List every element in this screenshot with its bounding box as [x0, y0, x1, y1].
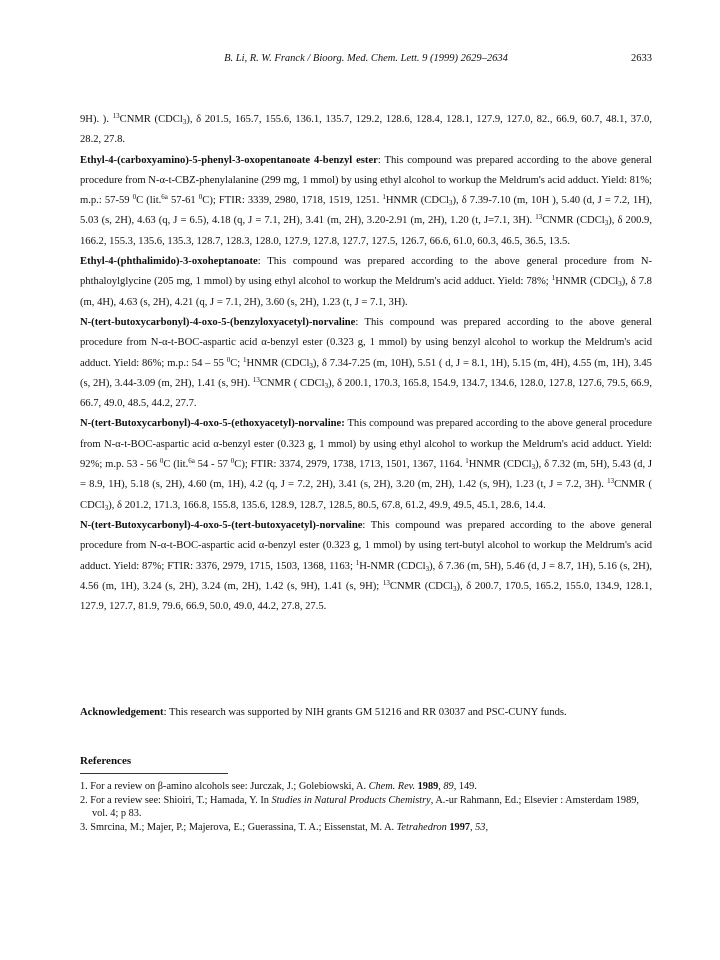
text-run: HNMR (CDCl — [555, 276, 619, 288]
compound-entry — [80, 252, 652, 313]
superscript: 13 — [382, 578, 390, 587]
superscript: 0 — [159, 457, 164, 466]
compound-entry — [80, 313, 652, 414]
text-run: : This compound was prepared according to the above general procedure from N-α-t-BOC-aspartic acid α-benzyl ester (0.323 g, 1 mmol) by using tert-butyl alcohol to workup the Meldrum's acid adduct. Yield: 87%; FTIR: 3376, 2979, 1715, 1503, 1368, 1163; — [80, 519, 652, 572]
page-number: 2633 — [631, 53, 652, 64]
text-run: 1. For a review on β-amino alcohols see: Jurczak, J.; Golebiowski, A. — [80, 781, 369, 792]
text-run: CNMR (CDCl — [542, 215, 605, 227]
subscript: 3 — [425, 564, 430, 573]
text-run: , 149. — [453, 781, 477, 792]
journal-name: Chem. Rev. — [368, 781, 416, 792]
subscript: 3 — [182, 118, 187, 126]
text-run: 57-61 — [167, 195, 199, 207]
text-run: ), δ 7.36 (m, 5H), 5.46 (d, J = 8.7, 1H), 5.16 (s, 2H), 4.56 (m, 1H), 3.24 (s, 2H), 3.24 (m, 2H), 1.42 (s, 9H), 1.41 (s, 9H); — [80, 560, 652, 592]
subscript: 3 — [604, 219, 609, 228]
text-run: , — [470, 821, 476, 833]
volume: 53 — [475, 821, 486, 833]
year: 1997 — [449, 821, 470, 833]
text-run: HNMR (CDCl — [468, 459, 532, 471]
text-run: HNMR (CDCl — [246, 357, 310, 369]
reference-item — [80, 780, 652, 794]
references-list — [80, 780, 652, 834]
text-run: C; — [230, 357, 244, 369]
text-run: , A.-ur Rahmann, Ed.; Elsevier : Amsterdam 1989, vol. 4; p 83. — [92, 794, 639, 819]
text-run: HNMR (CDCl — [385, 195, 449, 207]
text-run: CNMR ( CDCl — [259, 377, 325, 389]
superscript: 1 — [243, 355, 247, 364]
text-run: This compound was prepared according to the above general procedure from N-α-t-BOC-aspartic acid α-benzyl ester (0.323 g, 1 mmol) by using ethyl alcohol to workup the Meldrum's acid adduct. Yield: 92%; m.p. 53 - 56 — [80, 418, 652, 471]
superscript: 1 — [465, 457, 469, 466]
superscript: 13 — [535, 213, 543, 222]
text-run: CNMR (CDCl — [119, 114, 183, 125]
subscript: 3 — [452, 584, 457, 593]
volume: 89 — [443, 781, 454, 792]
text-run: 54 - 57 — [194, 459, 231, 471]
nmr-continuation — [80, 110, 652, 151]
text-run: ), δ 7.34-7.25 (m, 10H), 5.51 ( d, J = 8.1, 1H), 5.15 (m, 4H), 4.55 (m, 1H), 3.45 (s, 2H), 3.44-3.09 (m, 2H), 1.41 (s, 9H). — [80, 357, 652, 389]
running-head — [80, 53, 652, 71]
superscript: 0 — [198, 193, 203, 202]
subscript: 3 — [449, 199, 453, 208]
text-run: : This compound was prepared according to the above general procedure from N-α-t-BOC-aspartic acid α-benzyl ester (0.323 g, 1 mmol) by using benzyl alcohol to workup the Meldrum's acid adduct. Yield: 86%; m.p.: 54 – 55 — [80, 316, 652, 369]
compound-entry — [80, 151, 652, 252]
text-run: 9H). ). — [80, 114, 113, 125]
compound-title: N-(tert-Butoxycarbonyl)-4-oxo-5-(ethoxyacetyl)-norvaline: — [80, 418, 345, 430]
superscript: 1 — [382, 193, 386, 202]
references-heading: References — [80, 755, 132, 767]
text-run: CNMR (CDCl — [389, 580, 453, 592]
text-run: : This compound was prepared according to the above general procedure from N-phthaloylglycine (205 mg, 1 mmol) by using ethyl alcohol to workup the Meldrum's acid adduct. Yield: 78%; — [80, 256, 652, 288]
text-run: C); FTIR: 3339, 2980, 1718, 1519, 1251. — [202, 195, 383, 207]
compound-title: Ethyl-4-(phthalimido)-3-oxoheptanoate — [80, 256, 258, 268]
text-run: 3. Smrcina, M.; Majer, P.; Majerova, E.; Guerassina, T. A.; Eissenstat, M. A. — [80, 821, 397, 833]
subscript: 3 — [104, 503, 109, 512]
superscript: 13 — [112, 112, 120, 120]
text-run: , — [438, 781, 444, 792]
acknowledgement-text: : This research was supported by NIH grants GM 51216 and RR 03037 and PSC-CUNY funds. — [163, 707, 567, 718]
text-run: C (lit. — [163, 459, 189, 471]
reference-item — [80, 821, 652, 835]
superscript: 6a — [188, 457, 195, 466]
book-title: Studies in Natural Products Chemistry — [271, 794, 431, 806]
references-rule — [80, 773, 228, 774]
text-run: C); FTIR: 3374, 2979, 1738, 1713, 1501, 1367, 1164. — [234, 459, 466, 471]
experimental-section — [80, 110, 652, 617]
acknowledgement-section — [80, 705, 652, 720]
compound-title: N-(tert-Butoxycarbonyl)-4-oxo-5-(tert-butoxyacetyl)-norvaline — [80, 519, 363, 531]
superscript: 0 — [230, 457, 235, 466]
subscript: 3 — [618, 280, 622, 289]
text-run: ), δ 200.7, 170.5, 165.2, 155.0, 134.9, 128.1, 127.9, 127.7, 81.9, 79.6, 66.9, 50.0, 49.0, 44.2, 27.8, 27.5. — [80, 580, 652, 613]
superscript: 0 — [226, 355, 231, 364]
superscript: 1 — [551, 274, 556, 283]
text-run: ), δ 7.32 (m, 5H), 5.43 (d, J = 8.9, 1H), 5.18 (s, 2H), 4.60 (m, 1H), 4.2 (q, J = 7.2, 2H), 3.41 (s, 2H), 3.20 (m, 2H), 1.42 (s, 9H), 1.23 (t, J = 7.2, 3H). — [80, 459, 653, 491]
text-run: C (lit. — [136, 195, 162, 207]
text-run: CNMR ( CDCl — [80, 479, 652, 511]
acknowledgement-label: Acknowledgement — [80, 707, 164, 718]
text-run: H-NMR (CDCl — [359, 560, 426, 572]
text-run: ), δ 201.5, 165.7, 155.6, 136.1, 135.7, 129.2, 128.6, 128.4, 128.1, 127.9, 127.0, 82., 66.9, 60.7, 48.1, 37.0, 28.2, 27.8. — [80, 114, 652, 146]
superscript: 1 — [355, 558, 360, 567]
subscript: 3 — [531, 463, 536, 472]
compound-entry — [80, 414, 652, 515]
year: 1989 — [417, 781, 439, 792]
subscript: 3 — [324, 381, 329, 390]
text-run: : This compound was prepared according to the above general procedure from N-α-t-CBZ-phenylalanine (299 mg, 1 mmol) by using ethyl alcohol to workup the Meldrum's acid adduct. Yield: 81%; m.p.: 57-59 — [80, 154, 652, 207]
reference-item — [80, 794, 652, 821]
text-run: ), δ 200.1, 170.3, 165.8, 154.9, 134.7, 134.6, 128.0, 127.8, 127.6, 79.5, 66.9, 66.7, 49.0, 48.5, 44.2, 27.7. — [80, 377, 653, 410]
superscript: 13 — [252, 375, 260, 384]
text-run: , — [485, 821, 489, 833]
text-run: ), δ 7.39-7.10 (m, 10H ), 5.40 (d, J = 7.2, 1H), 5.03 (s, 2H), 4.63 (q, J = 6.5), 4.18 (q, J = 7.1, 2H), 3.41 (m, 2H), 3.20-2.91 (m, 2H), 1.20 (t, J=7.1, 3H). — [80, 195, 653, 227]
compound-title: N-(tert-butoxycarbonyl)-4-oxo-5-(benzyloxyacetyl)-norvaline — [80, 316, 356, 328]
subscript: 3 — [309, 361, 313, 370]
journal-citation: B. Li, R. W. Franck / Bioorg. Med. Chem. Lett. 9 (1999) 2629–2634 — [224, 53, 508, 64]
text-run: ), δ 200.9, 166.2, 155.3, 135.6, 135.3, 128.7, 128.3, 128.0, 127.9, 127.8, 127.7, 127.5, 126.7, 66.6, 61.0, 60.3, 46.5, 36.5, 13.5. — [80, 215, 653, 247]
journal-name: Tetrahedron — [396, 821, 447, 833]
text-run: ), δ 7.8 (m, 4H), 4.63 (s, 2H), 4.21 (q, J = 7.1, 2H), 3.60 (s, 2H), 1.23 (t, J = 7.1, 3H). — [80, 276, 652, 308]
superscript: 6a — [161, 193, 168, 202]
compound-title: Ethyl-4-(carboxyamino)-5-phenyl-3-oxopentanoate 4-benzyl ester — [80, 154, 378, 166]
superscript: 13 — [607, 477, 615, 486]
text-run: 2. For a review see: Shioiri, T.; Hamada, Y. In — [80, 794, 272, 806]
superscript: 0 — [132, 193, 137, 202]
compound-entry — [80, 516, 652, 617]
text-run: ), δ 201.2, 171.3, 166.8, 155.8, 135.6, 128.9, 128.7, 128.5, 80.5, 67.8, 61.2, 49.9, 49.5, 45.1, 28.6, 14.4. — [108, 499, 546, 511]
